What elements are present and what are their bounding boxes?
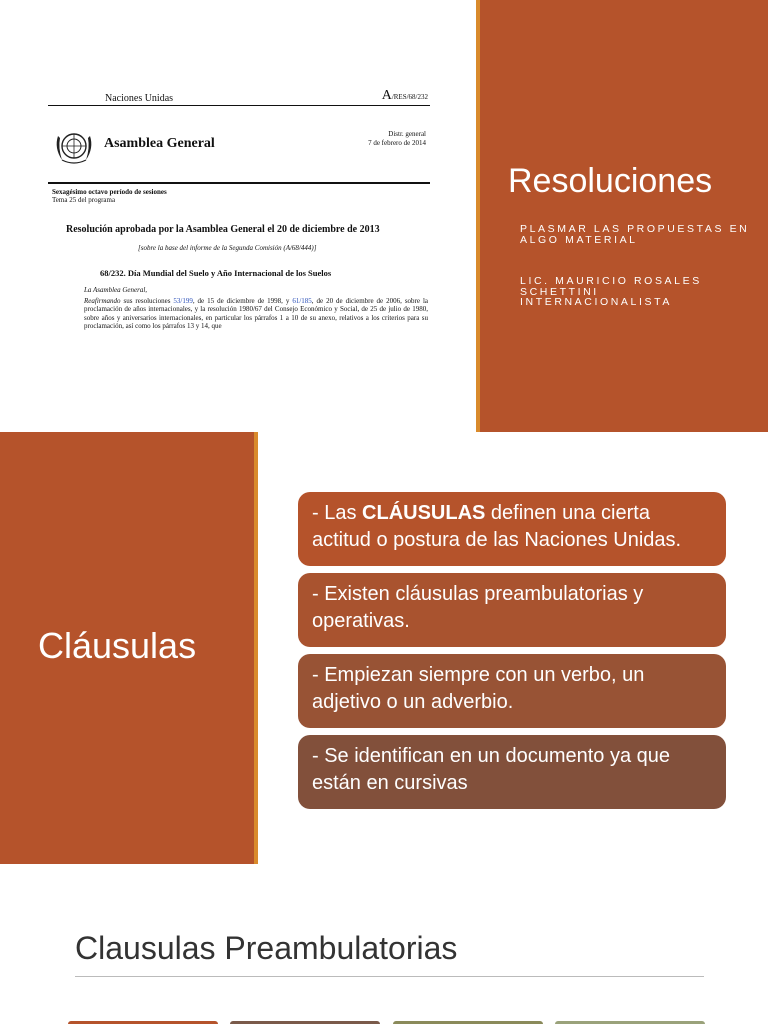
document-distribution: Distr. general 7 de febrero de 2014 [368, 130, 426, 147]
title-underline [75, 976, 704, 977]
author-role: INTERNACIONALISTA [520, 296, 672, 308]
document-symbol: A/RES/68/232 [381, 88, 428, 103]
clausula-card-1: - Las CLÁUSULAS definen una cierta actitud o postura de las Naciones Unidas. [298, 492, 726, 566]
document-link-53-199[interactable]: 53/199 [173, 296, 193, 305]
clausulas-panel [0, 432, 258, 864]
document-resolution-number: 68/232. Día Mundial del Suelo y Año Internacional de los Suelos [100, 268, 332, 278]
slide-title: Clausulas Preambulatorias [75, 930, 458, 966]
slide-clausulas [0, 432, 768, 864]
document-basis: [sobre la base del informe de la Segunda Comisión (A/68/444)] [138, 244, 317, 252]
slide-resoluciones [0, 0, 768, 432]
un-emblem-icon [52, 126, 96, 166]
clausula-card-2: - Existen cláusulas preambulatorias y operativas. [298, 573, 726, 647]
resoluciones-panel [476, 0, 768, 432]
author-name: LIC. MAURICIO ROSALES SCHETTINI [520, 275, 702, 298]
document-session: Sexagésimo octavo período de sesiones Tema 25 del programa [52, 188, 167, 204]
document-assembly: Asamblea General [104, 136, 215, 151]
document-divider [48, 182, 430, 184]
clausula-card-4: - Se identifican en un documento ya que están en cursivas [298, 735, 726, 809]
slide-title: Resoluciones [508, 162, 713, 200]
slide-clausulas-preambulatorias [0, 864, 768, 1024]
document-org: Naciones Unidas [105, 93, 174, 104]
document-body: La Asamblea General, Reafirmando sus resoluciones 53/199, de 15 de diciembre de 1998, y 61/185, de 20 de diciembre de 2006, sobre la proclamación de años internacionales, y la resolución 1980/67 del Consejo Económico y Social, de 25 de julio de 1980, sobre años y aniversarios internacionales, en particular los párrafos 1 a 10 de su anexo, relativos a los criterios para su proclamación, así como los párrafos 13 y 14, que [84, 286, 428, 330]
document-header [48, 88, 430, 106]
document-link-61-185[interactable]: 61/185 [292, 296, 312, 305]
slide-subtitle: PLASMAR LAS PROPUESTAS EN ALGO MATERIAL [520, 223, 750, 246]
slide-title: Cláusulas [38, 625, 197, 666]
un-resolution-document-image [48, 88, 430, 350]
document-resolution-title: Resolución aprobada por la Asamblea General el 20 de diciembre de 2013 [66, 224, 380, 235]
clausula-card-3: - Empiezan siempre con un verbo, un adjetivo o un adverbio. [298, 654, 726, 728]
